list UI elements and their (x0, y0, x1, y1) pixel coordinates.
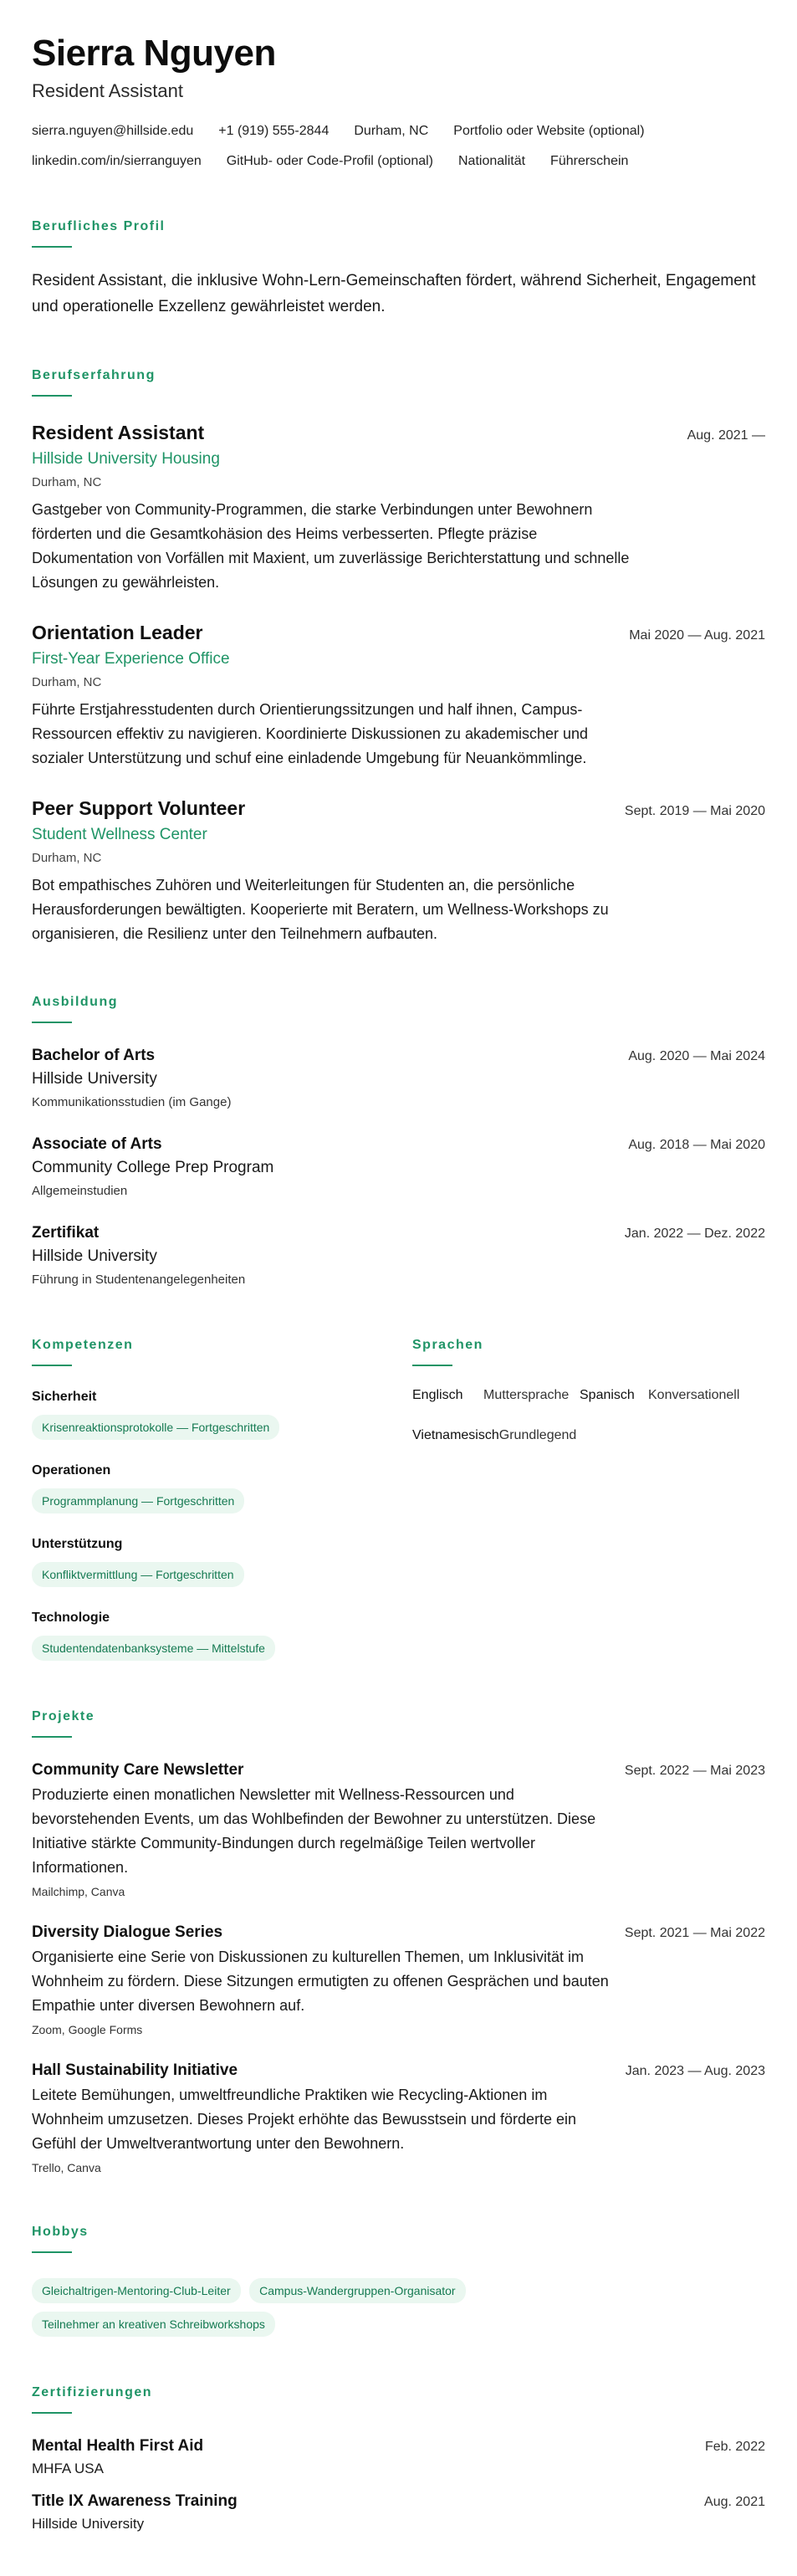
skill-category: Unterstützung (32, 1537, 123, 1551)
project-description: Produzierte einen monatlichen Newsletter mit Wellness-Ressourcen und bevorstehenden Events, um das Wohlbefinden der Bewohner zu unterstützen. Diese Initiative stärkte Community-Bindungen durch regelmäßige Teilen wertvoller Informationen. (32, 1786, 596, 1876)
education-entry (32, 1134, 765, 1201)
section-divider (32, 1736, 72, 1738)
language-level: Muttersprache (483, 1388, 570, 1402)
certification-issuer: Hillside University (32, 2516, 145, 2532)
certification-entry (32, 2491, 765, 2534)
contact-github[interactable]: GitHub- oder Code-Profil (optional) (226, 154, 433, 168)
project-entry (32, 1759, 765, 1900)
contact-nationality: Nationalität (458, 154, 526, 168)
section-divider (32, 1022, 72, 1023)
section-divider (32, 246, 72, 248)
certification-issuer: MHFA USA (32, 2461, 104, 2476)
job-entry (32, 620, 765, 771)
skill-tag: Krisenreaktionsprotokolle — Fortgeschritten (32, 1415, 279, 1440)
field-of-study: Allgemeinstudien (32, 1184, 128, 1198)
project-title: Hall Sustainability Initiative (32, 2061, 238, 2079)
education-entry (32, 1222, 765, 1289)
job-location: Durham, NC (32, 475, 102, 489)
school-name: Hillside University (32, 1247, 157, 1265)
job-location: Durham, NC (32, 675, 102, 689)
experience-section (32, 366, 765, 946)
section-title: Kompetenzen (32, 1338, 134, 1352)
degree-title: Zertifikat (32, 1224, 100, 1242)
certification-title: Title IX Awareness Training (32, 2492, 238, 2510)
skill-group (32, 1462, 412, 1513)
job-title: Resident Assistant (32, 422, 205, 443)
degree-title: Bachelor of Arts (32, 1047, 156, 1064)
job-location: Durham, NC (32, 851, 102, 865)
section-title: Berufserfahrung (32, 368, 156, 382)
certification-date: Aug. 2021 (704, 2495, 765, 2509)
hobby-tag: Gleichaltrigen-Mentoring-Club-Leiter (32, 2278, 241, 2303)
job-entry (32, 796, 765, 946)
contact-phone[interactable]: +1 (919) 555-2844 (218, 124, 330, 138)
candidate-role: Resident Assistant (32, 80, 183, 101)
contact-list (32, 122, 751, 171)
hobbies-section (32, 2223, 765, 2337)
project-description: Leitete Bemühungen, umweltfreundliche Praktiken wie Recycling-Aktionen im Wohnheim umzusetzen. Dieses Projekt erhöhte das Bewusstsein und förderte ein Gefühl der Umweltverantwortung unter den Bewohnern. (32, 2087, 577, 2152)
job-title: Peer Support Volunteer (32, 797, 246, 819)
job-organization: Hillside University Housing (32, 450, 220, 468)
section-title: Zertifizierungen (32, 2385, 153, 2399)
section-divider (32, 2251, 72, 2253)
language-item (412, 1426, 663, 1445)
skill-category: Operationen (32, 1463, 111, 1477)
candidate-name: Sierra Nguyen (32, 33, 276, 74)
hobby-tag: Campus-Wandergruppen-Organisator (249, 2278, 465, 2303)
project-date: Sept. 2022 — Mai 2023 (624, 1764, 765, 1778)
profile-summary: Resident Assistant, die inklusive Wohn-Lern-Gemeinschaften fördert, während Sicherheit, Engagement und operationelle Exzellenz gewährleistet werden. (32, 272, 756, 315)
section-divider (32, 395, 72, 397)
job-description: Gastgeber von Community-Programmen, die starke Verbindungen unter Bewohnern förderten und die Gesamtkohäsion des Heims verbesserten. Pflegte präzise Dokumentation von Vorfällen mit Maxient, um zuverlässige Berichterstattung und schnelle Lösungen zu gewährleisten. (32, 501, 630, 591)
certification-title: Mental Health First Aid (32, 2437, 204, 2455)
section-title: Sprachen (412, 1338, 483, 1352)
languages-section (412, 1336, 765, 1661)
skill-category: Technologie (32, 1611, 110, 1625)
language-name: Englisch (412, 1388, 463, 1402)
job-date: Sept. 2019 — Mai 2020 (624, 804, 765, 818)
job-entry (32, 420, 765, 595)
education-entry (32, 1045, 765, 1112)
section-title: Projekte (32, 1709, 95, 1723)
section-title: Hobbys (32, 2225, 89, 2239)
skill-group (32, 1535, 412, 1587)
language-level: Konversationell (648, 1388, 740, 1402)
project-title: Diversity Dialogue Series (32, 1923, 223, 1941)
education-date: Aug. 2020 — Mai 2024 (628, 1049, 765, 1063)
job-date: Aug. 2021 — (687, 428, 765, 443)
job-description: Bot empathisches Zuhören und Weiterleitungen für Studenten an, die persönliche Herausforderungen bewältigten. Kooperierte mit Beratern, um Wellness-Workshops zu organisieren, die Resilienz unter den Teilnehmern aufbauten. (32, 877, 609, 942)
contact-portfolio[interactable]: Portfolio oder Website (optional) (453, 124, 645, 138)
degree-title: Associate of Arts (32, 1135, 162, 1153)
skill-category: Sicherheit (32, 1390, 97, 1404)
field-of-study: Kommunikationsstudien (im Gange) (32, 1095, 232, 1109)
school-name: Hillside University (32, 1070, 157, 1088)
project-date: Sept. 2021 — Mai 2022 (624, 1926, 765, 1940)
skills-languages-row (32, 1336, 765, 1661)
section-title: Ausbildung (32, 995, 118, 1009)
contact-email[interactable]: sierra.nguyen@hillside.edu (32, 124, 194, 138)
section-divider (32, 1365, 72, 1366)
language-name: Spanisch (580, 1388, 635, 1402)
job-title: Orientation Leader (32, 622, 203, 643)
language-name: Vietnamesisch (412, 1428, 499, 1442)
skill-group (32, 1609, 412, 1661)
skill-tag: Konfliktvermittlung — Fortgeschritten (32, 1562, 244, 1587)
job-organization: First-Year Experience Office (32, 650, 230, 668)
projects-section (32, 1708, 765, 2176)
certification-entry (32, 2435, 765, 2479)
project-entry (32, 2060, 765, 2176)
language-item (412, 1386, 580, 1405)
skills-section (32, 1336, 412, 1661)
project-title: Community Care Newsletter (32, 1761, 244, 1779)
hobby-list (32, 2270, 567, 2337)
skill-group (32, 1388, 412, 1440)
education-date: Jan. 2022 — Dez. 2022 (624, 1227, 765, 1241)
contact-drivers-license: Führerschein (550, 154, 629, 168)
school-name: Community College Prep Program (32, 1159, 274, 1176)
profile-section (32, 218, 765, 320)
contact-location: Durham, NC (354, 124, 429, 138)
project-tools: Zoom, Google Forms (32, 2023, 143, 2036)
contact-linkedin[interactable]: linkedin.com/in/sierranguyen (32, 154, 202, 168)
job-description: Führte Erstjahresstudenten durch Orientierungssitzungen und half ihnen, Campus-Ressourcen effektiv zu navigieren. Koordinierte Diskussionen zu akademischer und sozialer Unterstützung und schuf eine einladende Umgebung für Neuankömmlinge. (32, 701, 589, 766)
project-tools: Mailchimp, Canva (32, 1885, 125, 1898)
project-description: Organisierte eine Serie von Diskussionen zu kulturellen Themen, um Inklusivität im Wohnheim zu fördern. Diese Sitzungen ermutigten zu offenen Gesprächen und bauten Empathie unter diversen Bewohnern auf. (32, 1949, 609, 2014)
project-date: Jan. 2023 — Aug. 2023 (625, 2064, 765, 2078)
project-entry (32, 1922, 765, 2038)
resume-header (32, 32, 765, 171)
education-section (32, 993, 765, 1289)
job-organization: Student Wellness Center (32, 826, 207, 843)
section-title: Berufliches Profil (32, 219, 166, 233)
skill-tag: Studentendatenbanksysteme — Mittelstufe (32, 1636, 275, 1661)
hobby-tag: Teilnehmer an kreativen Schreibworkshops (32, 2312, 275, 2337)
project-tools: Trello, Canva (32, 2161, 101, 2174)
section-divider (32, 2412, 72, 2414)
section-divider (412, 1365, 452, 1366)
language-level: Grundlegend (498, 1428, 577, 1442)
language-item (580, 1386, 765, 1405)
field-of-study: Führung in Studentenangelegenheiten (32, 1273, 246, 1287)
certifications-section (32, 2384, 765, 2534)
job-date: Mai 2020 — Aug. 2021 (629, 628, 765, 643)
skill-tag: Programmplanung — Fortgeschritten (32, 1488, 244, 1513)
language-list (412, 1386, 765, 1445)
education-date: Aug. 2018 — Mai 2020 (628, 1138, 765, 1152)
certification-date: Feb. 2022 (704, 2440, 765, 2454)
